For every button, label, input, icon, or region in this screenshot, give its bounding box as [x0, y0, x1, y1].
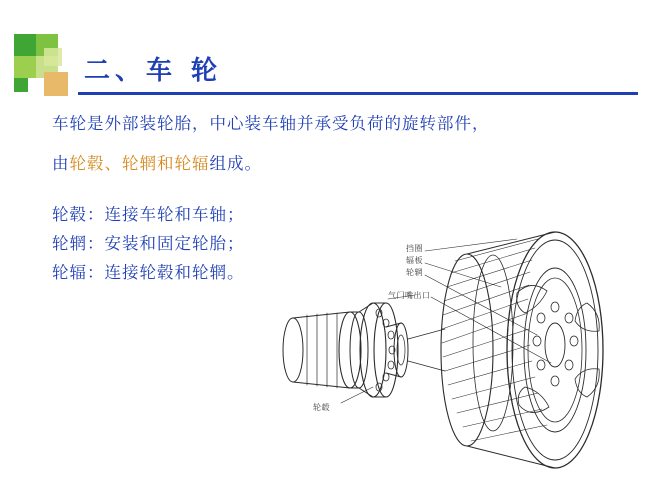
figure-label-dangquan: 挡圈	[406, 244, 423, 253]
text-highlight-components: 轮毂、轮辋和轮辐	[69, 154, 210, 173]
decorative-squares-icon	[14, 26, 86, 98]
figure-label-qimenzui: 气门嘴出口	[388, 291, 431, 300]
paragraph-definition-line2	[52, 152, 262, 177]
wheel-diagram-svg	[255, 215, 655, 490]
figure-label-fuban: 辐板	[406, 256, 423, 265]
title-block	[0, 18, 667, 88]
title-underline	[78, 92, 638, 95]
list-item-hub: 轮毂：连接车轮和车轴；	[52, 205, 245, 224]
paragraph-definition-line1: 车轮是外部装轮胎，中心装车轴并承受负荷的旋转部件，	[52, 114, 490, 133]
figure-label-lungu: 轮毂	[313, 403, 330, 412]
figure-label-lungang: 轮辋	[406, 268, 423, 277]
wheel-diagram	[255, 215, 655, 490]
page-title: 二、车 轮	[84, 56, 223, 86]
list-item-spoke: 轮辐：连接轮毂和轮辋。	[52, 263, 245, 282]
text-pre: 由	[52, 154, 70, 173]
list-item-rim: 轮辋：安装和固定轮胎；	[52, 234, 245, 253]
text-post: 组成。	[209, 154, 262, 173]
